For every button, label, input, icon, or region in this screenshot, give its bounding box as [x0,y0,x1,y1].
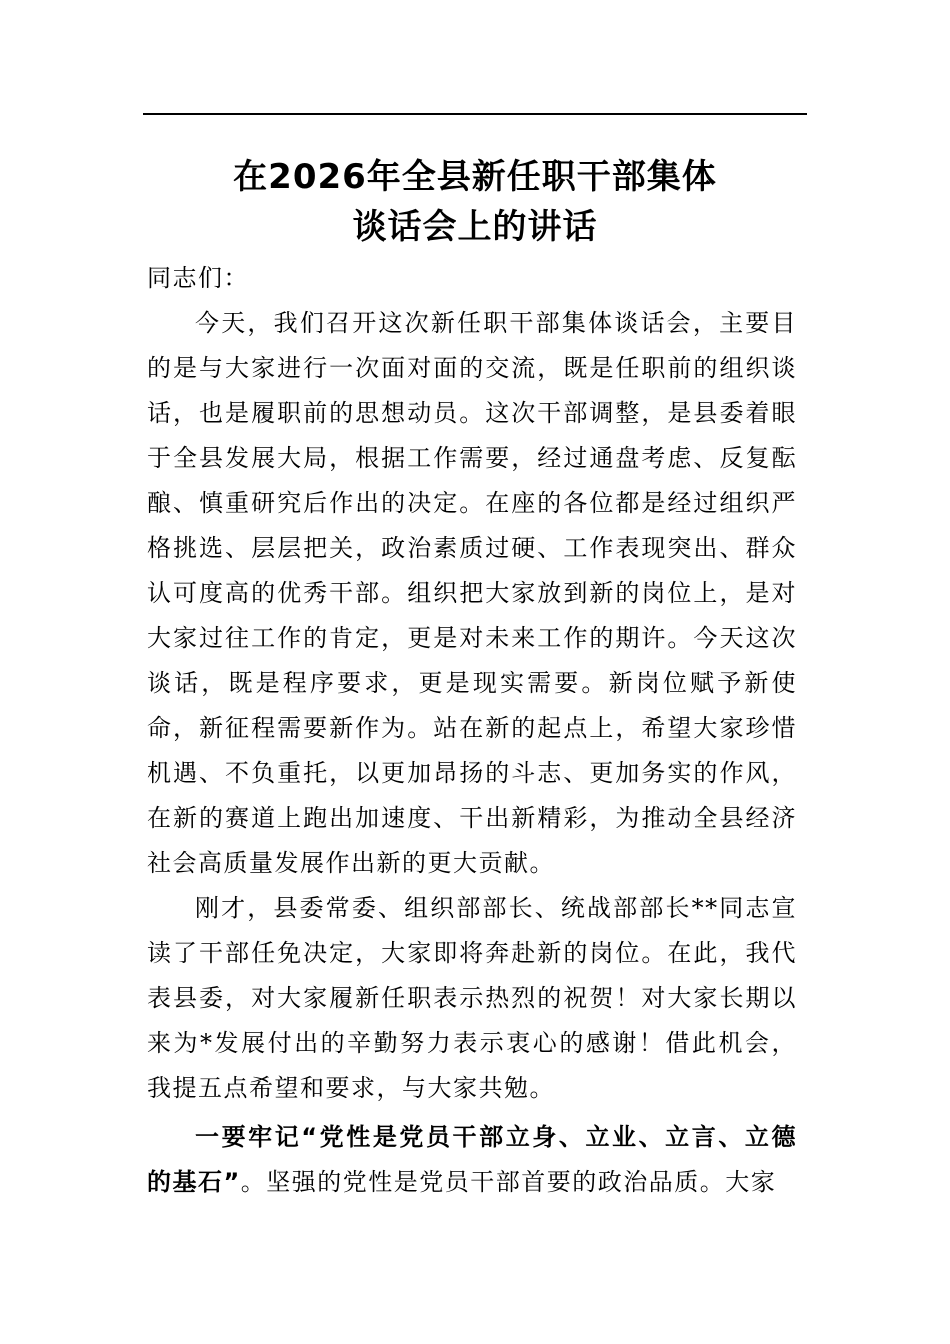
title-line-2: 谈话会上的讲话 [352,207,598,247]
header-rule [143,113,807,115]
paragraph-3-text: 。坚强的党性是党员干部首要的政治品质。大家 [240,1168,777,1196]
title-line-1: 在2026年全县新任职干部集体 [233,157,717,197]
salutation: 同志们： [147,264,249,292]
document-body [147,256,797,1205]
paragraph-2: 刚才，县委常委、组织部部长、统战部部长**同志宣读了干部任免决定，大家即将奔赴新的岗位。在此，我代表县委，对大家履新任职表示热烈的祝贺！对大家长期以来为*发展付出的辛勤努力表示衷心的感谢！借此机会，我提五点希望和要求，与大家共勉。 [147,894,797,1102]
paragraph-3-heading: 一要牢记“党性是党员干部立身、立业、立言、立德的基石” [147,1123,797,1196]
document-title [143,152,807,252]
paragraph-1: 今天，我们召开这次新任职干部集体谈话会，主要目的是与大家进行一次面对面的交流，既是任职前的组织谈话，也是履职前的思想动员。这次干部调整，是县委着眼于全县发展大局，根据工作需要，经过通盘考虑、反复酝酿、慎重研究后作出的决定。在座的各位都是经过组织严格挑选、层层把关，政治素质过硬、工作表现突出、群众认可度高的优秀干部。组织把大家放到新的岗位上，是对大家过往工作的肯定，更是对未来工作的期许。今天这次谈话，既是程序要求，更是现实需要。新岗位赋予新使命，新征程需要新作为。站在新的起点上，希望大家珍惜机遇、不负重托，以更加昂扬的斗志、更加务实的作风，在新的赛道上跑出加速度、干出新精彩，为推动全县经济社会高质量发展作出新的更大贡献。 [147,309,797,877]
paragraph-3 [147,1115,797,1205]
